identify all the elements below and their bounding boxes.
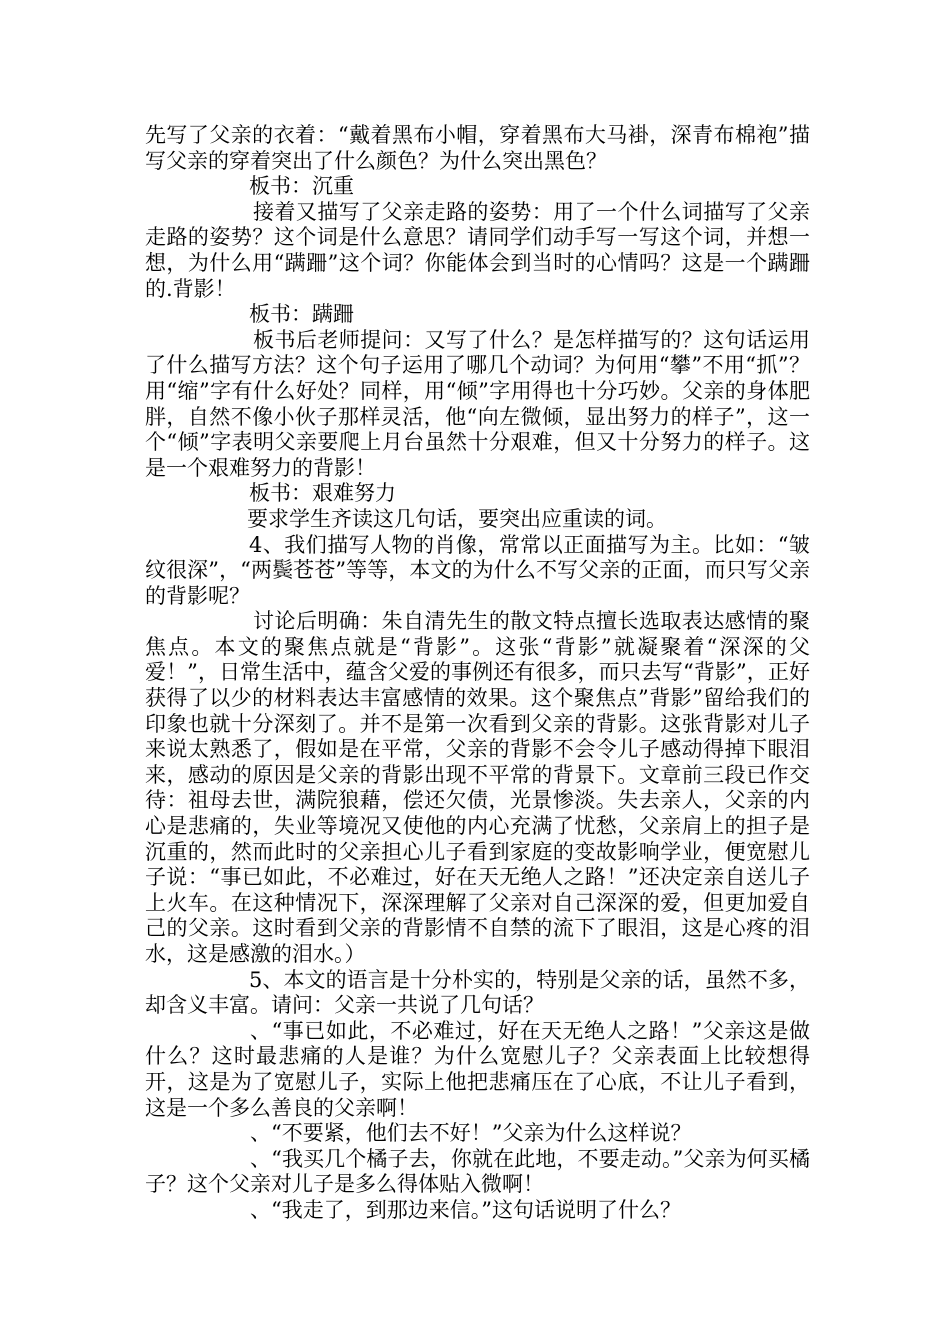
paragraph-read-aloud: 要求学生齐读这几句话，要突出应重读的词。 bbox=[247, 506, 667, 531]
quote-item-1: 、“事已如此，不必难过，好在天无绝人之路！”父亲这是做什么？这时最悲痛的人是谁？为什么宽慰儿子？父亲表面上比较想得开，这是为了宽慰儿子，实际上他把悲痛压在了心底，不让儿子看到，这是一个多么善良的父亲啊！ bbox=[145, 1018, 810, 1120]
paragraph-question-4: 4、我们描写人物的肖像，常常以正面描写为主。比如：“皱纹很深”，“两鬓苍苍”等等，本文的为什么不写父亲的正面，而只写父亲的背影呢？ bbox=[145, 532, 810, 608]
paragraph-question-5: 5、本文的语言是十分朴实的，特别是父亲的话，虽然不多，却含义丰富。请问：父亲一共说了几句话？ bbox=[145, 967, 810, 1018]
board-note-effort: 板书：艰难努力 bbox=[249, 481, 396, 506]
paragraph-clothing: 先写了父亲的衣着：“戴着黑布小帽，穿着黑布大马褂，深青布棉袍”描写父亲的穿着突出了什么颜色？为什么突出黑色？ bbox=[145, 123, 810, 173]
board-note-heavy: 板书：沉重 bbox=[249, 174, 354, 199]
quote-item-2: 、“不要紧，他们去不好！”父亲为什么这样说？ bbox=[250, 1121, 692, 1146]
quote-item-4: 、“我走了，到那边来信。”这句话说明了什么？ bbox=[250, 1197, 681, 1222]
paragraph-walking: 接着又描写了父亲走路的姿势：用了一个什么词描写了父亲走路的姿势？这个词是什么意思？请同学们动手写一写这个词，并想一想，为什么用“蹒跚”这个词？你能体会到当时的心情吗？这是一个蹒跚的.背影！ bbox=[145, 199, 810, 301]
quote-item-3: 、“我买几个橘子去，你就在此地，不要走动。”父亲为何买橘子？这个父亲对儿子是多么得体贴入微啊！ bbox=[145, 1146, 810, 1197]
paragraph-discussion: 讨论后明确：朱自清先生的散文特点擅长选取表达感情的聚焦点。本文的聚焦点就是“背影”。这张“背影”就凝聚着“深深的父爱！”，日常生活中，蕴含父爱的事例还有很多，而只去写“背影”，正好获得了以少的材料表达丰富感情的效果。这个聚焦点”背影”留给我们的印象也就十分深刻了。并不是第一次看到父亲的背影。这张背影对儿子来说太熟悉了，假如是在平常，父亲的背影不会令儿子感动得掉下眼泪来，感动的原因是父亲的背影出现不平常的背景下。文章前三段已作交待：祖母去世，满院狼藉，偿还欠债，光景惨淡。失去亲人，父亲的内心是悲痛的，失业等境况又使他的内心充满了忧愁，父亲肩上的担子是沉重的，然而此时的父亲担心儿子看到家庭的变故影响学业，便宽慰儿子说：“事已如此，不必难过，好在天无绝人之路！”还决定亲自送儿子上火车。在这种情况下，深深理解了父亲对自己深深的爱，但更加爱自己的父亲。这时看到父亲的背影情不自禁的流下了眼泪，这是心疼的泪水，这是感激的泪水。） bbox=[145, 609, 810, 966]
board-note-stagger: 板书：蹒跚 bbox=[249, 302, 354, 327]
paragraph-teacher-questions: 板书后老师提问：又写了什么？是怎样描写的？这句话运用了什么描写方法？这个句子运用了哪几个动词？为何用“攀”不用“抓”？用“缩”字有什么好处？同样，用“倾”字用得也十分巧妙。父亲的身体肥胖，自然不像小伙子那样灵活，他“向左微倾，显出努力的样子”，这一个“倾”字表明父亲要爬上月台虽然十分艰难，但又十分努力的样子。这是一个艰难努力的背影！ bbox=[145, 327, 810, 480]
document-body bbox=[145, 123, 810, 1224]
